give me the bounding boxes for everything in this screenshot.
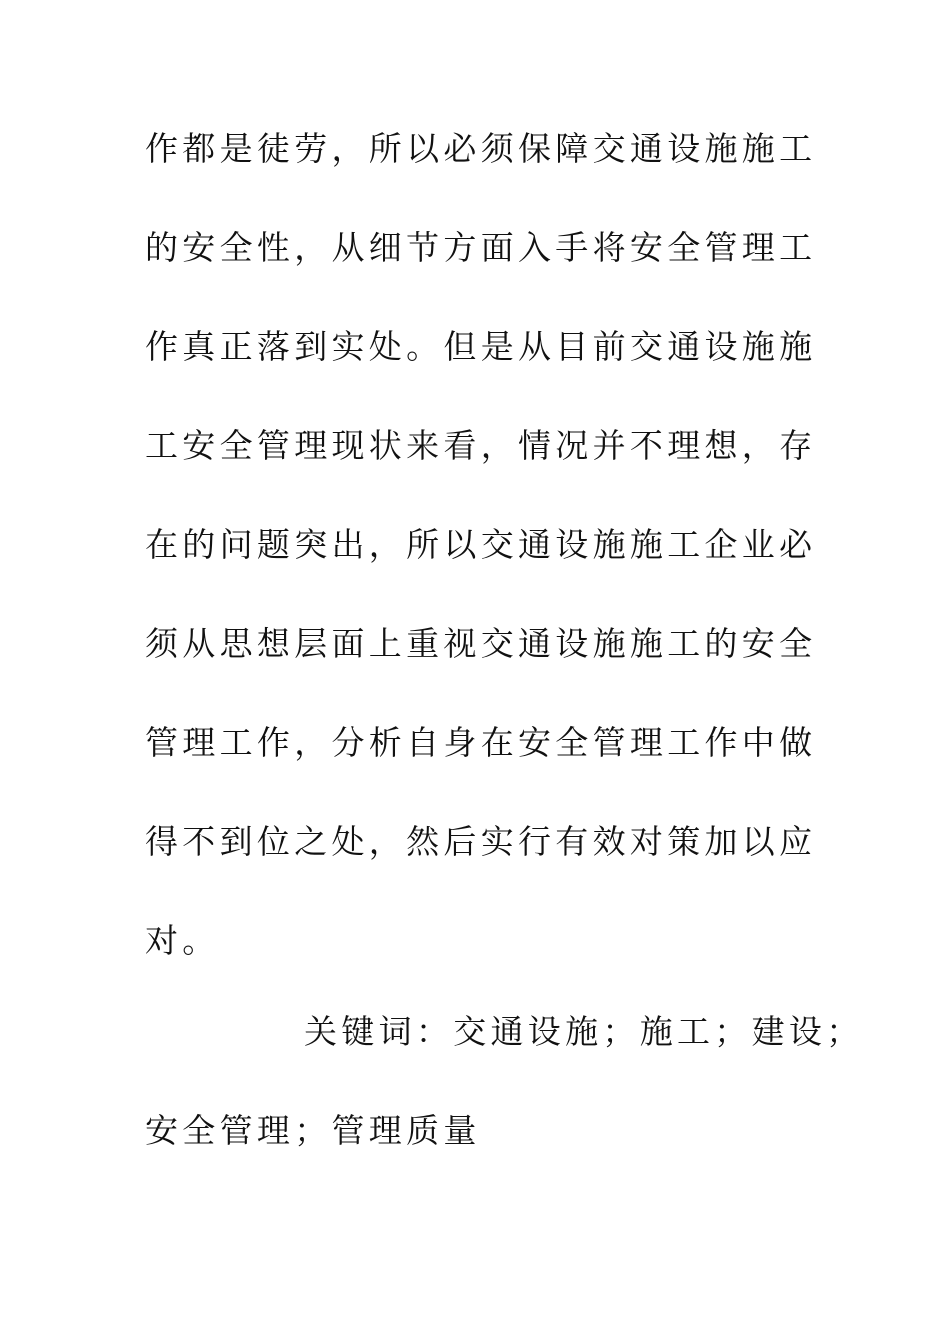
body-text-line: 的安全性，从细节方面入手将安全管理工 <box>145 228 817 267</box>
body-text-line: 在的问题突出，所以交通设施施工企业必 <box>145 525 817 564</box>
body-text-line: 对。 <box>145 921 220 960</box>
body-text-line: 工安全管理现状来看，情况并不理想，存 <box>145 426 817 465</box>
keywords-line: 安全管理；管理质量 <box>145 1111 481 1150</box>
body-text-line: 管理工作，分析自身在安全管理工作中做 <box>145 723 817 762</box>
body-text-line: 得不到位之处，然后实行有效对策加以应 <box>145 822 817 861</box>
keywords-line: 关键词：交通设施；施工；建设； <box>304 1012 864 1051</box>
body-text-line: 作真正落到实处。但是从目前交通设施施 <box>145 327 817 366</box>
body-text-line: 须从思想层面上重视交通设施施工的安全 <box>145 624 817 663</box>
body-text-line: 作都是徒劳，所以必须保障交通设施施工 <box>145 129 817 168</box>
